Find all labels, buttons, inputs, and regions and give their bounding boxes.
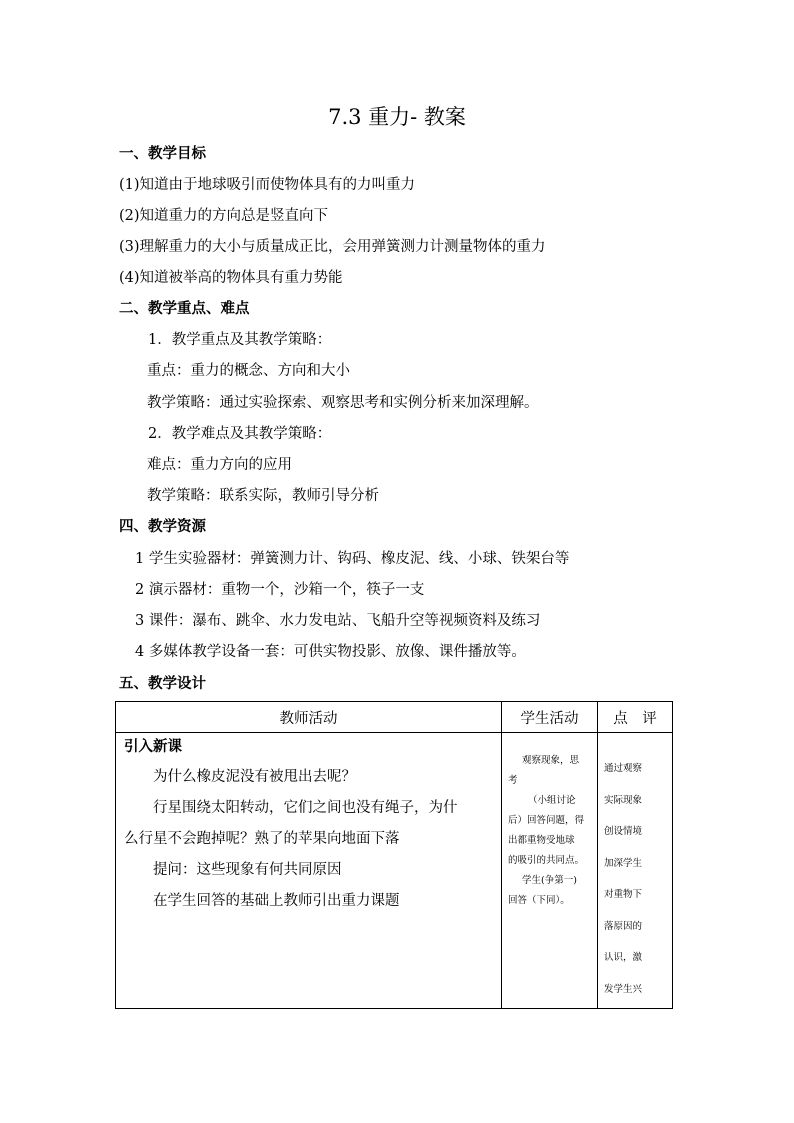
comment-line-6: 落原因的 [604,920,643,932]
key-point-line: 重点：重力的概念、方向和大小 [147,363,350,379]
section-heading-objectives: 一、教学目标 [119,145,206,162]
difficulty-strategy-line: 教学策略：联系实际，教师引导分析 [147,488,379,504]
student-line-4: 后）回答问题，得 [508,815,585,826]
teacher-line-5: 在学生回答的基础上教师引出重力课题 [153,893,400,909]
student-line-5: 出都重物受地球 [508,835,575,846]
comment-line-5: 对重物下 [604,889,643,900]
comment-line-8: 发学生兴 [604,983,643,995]
student-line-1: 观察现象，思 [522,755,580,766]
objective-item-4: (4)知道被举高的物体具有重力势能 [119,270,343,286]
teacher-line-1: 为什么橡皮泥没有被甩出去呢？ [153,769,356,785]
table-row [116,733,673,1009]
header-comment: 点 评 [598,702,673,733]
comment-cell [598,733,673,1009]
section-heading-key-points: 二、教学重点、难点 [119,300,250,317]
table-header-row [116,702,673,733]
teacher-line-2: 行星围绕太阳转动，它们之间也没有绳子，为什 [153,800,458,816]
key-point-subheading-2: 2．教学难点及其教学策略： [148,426,332,442]
resource-item-1: 1 学生实验器材：弹簧测力计、钩码、橡皮泥、线、小球、铁架台等 [135,551,570,567]
teacher-subheading: 引入新课 [124,738,182,755]
difficulty-line: 难点：重力方向的应用 [147,457,292,473]
student-line-2: 考 [508,775,518,786]
objective-item-1: (1)知道由于地球吸引而使物体具有的力叫重力 [119,177,416,193]
resource-item-3: 3 课件：瀑布、跳伞、水力发电站、飞船升空等视频资料及练习 [135,613,541,629]
teacher-line-4: 提问：这些现象有何共同原因 [153,862,342,878]
student-line-8: 回答（下同）。 [508,895,570,906]
key-point-subheading-1: 1．教学重点及其教学策略： [148,332,332,348]
comment-line-4: 加深学生 [604,857,643,869]
section-heading-resources: 四、教学资源 [119,518,206,535]
student-activity-cell [502,733,598,1009]
comment-line-3: 创设情境 [604,826,643,837]
header-student-activity: 学生活动 [502,702,598,733]
comment-line-2: 实际现象 [604,794,643,806]
student-line-7: 学生(争第一) [522,875,577,886]
key-point-strategy-line: 教学策略：通过实验探索、观察思考和实例分析来加深理解。 [147,395,539,411]
objective-item-3: (3)理解重力的大小与质量成正比，会用弹簧测力计测量物体的重力 [119,239,546,255]
section-heading-design: 五、教学设计 [119,675,206,692]
header-teacher-activity: 教师活动 [116,702,502,733]
teaching-design-table [115,701,673,1009]
comment-line-7: 认识，激 [604,952,643,963]
resource-item-2: 2 演示器材：重物一个，沙箱一个，筷子一支 [135,582,425,598]
objective-item-2: (2)知道重力的方向总是竖直向下 [119,208,329,224]
resource-item-4: 4 多媒体教学设备一套：可供实物投影、放像、课件播放等。 [135,644,526,660]
comment-line-1: 通过观察 [604,763,643,774]
teacher-line-3: 么行星不会跑掉呢？熟了的苹果向地面下落 [124,831,400,847]
page-title: 7.3 重力- 教案 [328,105,466,129]
student-line-6: 的吸引的共同点。 [508,855,585,866]
student-line-3: （小组讨论 [528,795,576,806]
teacher-activity-cell [116,733,502,1009]
